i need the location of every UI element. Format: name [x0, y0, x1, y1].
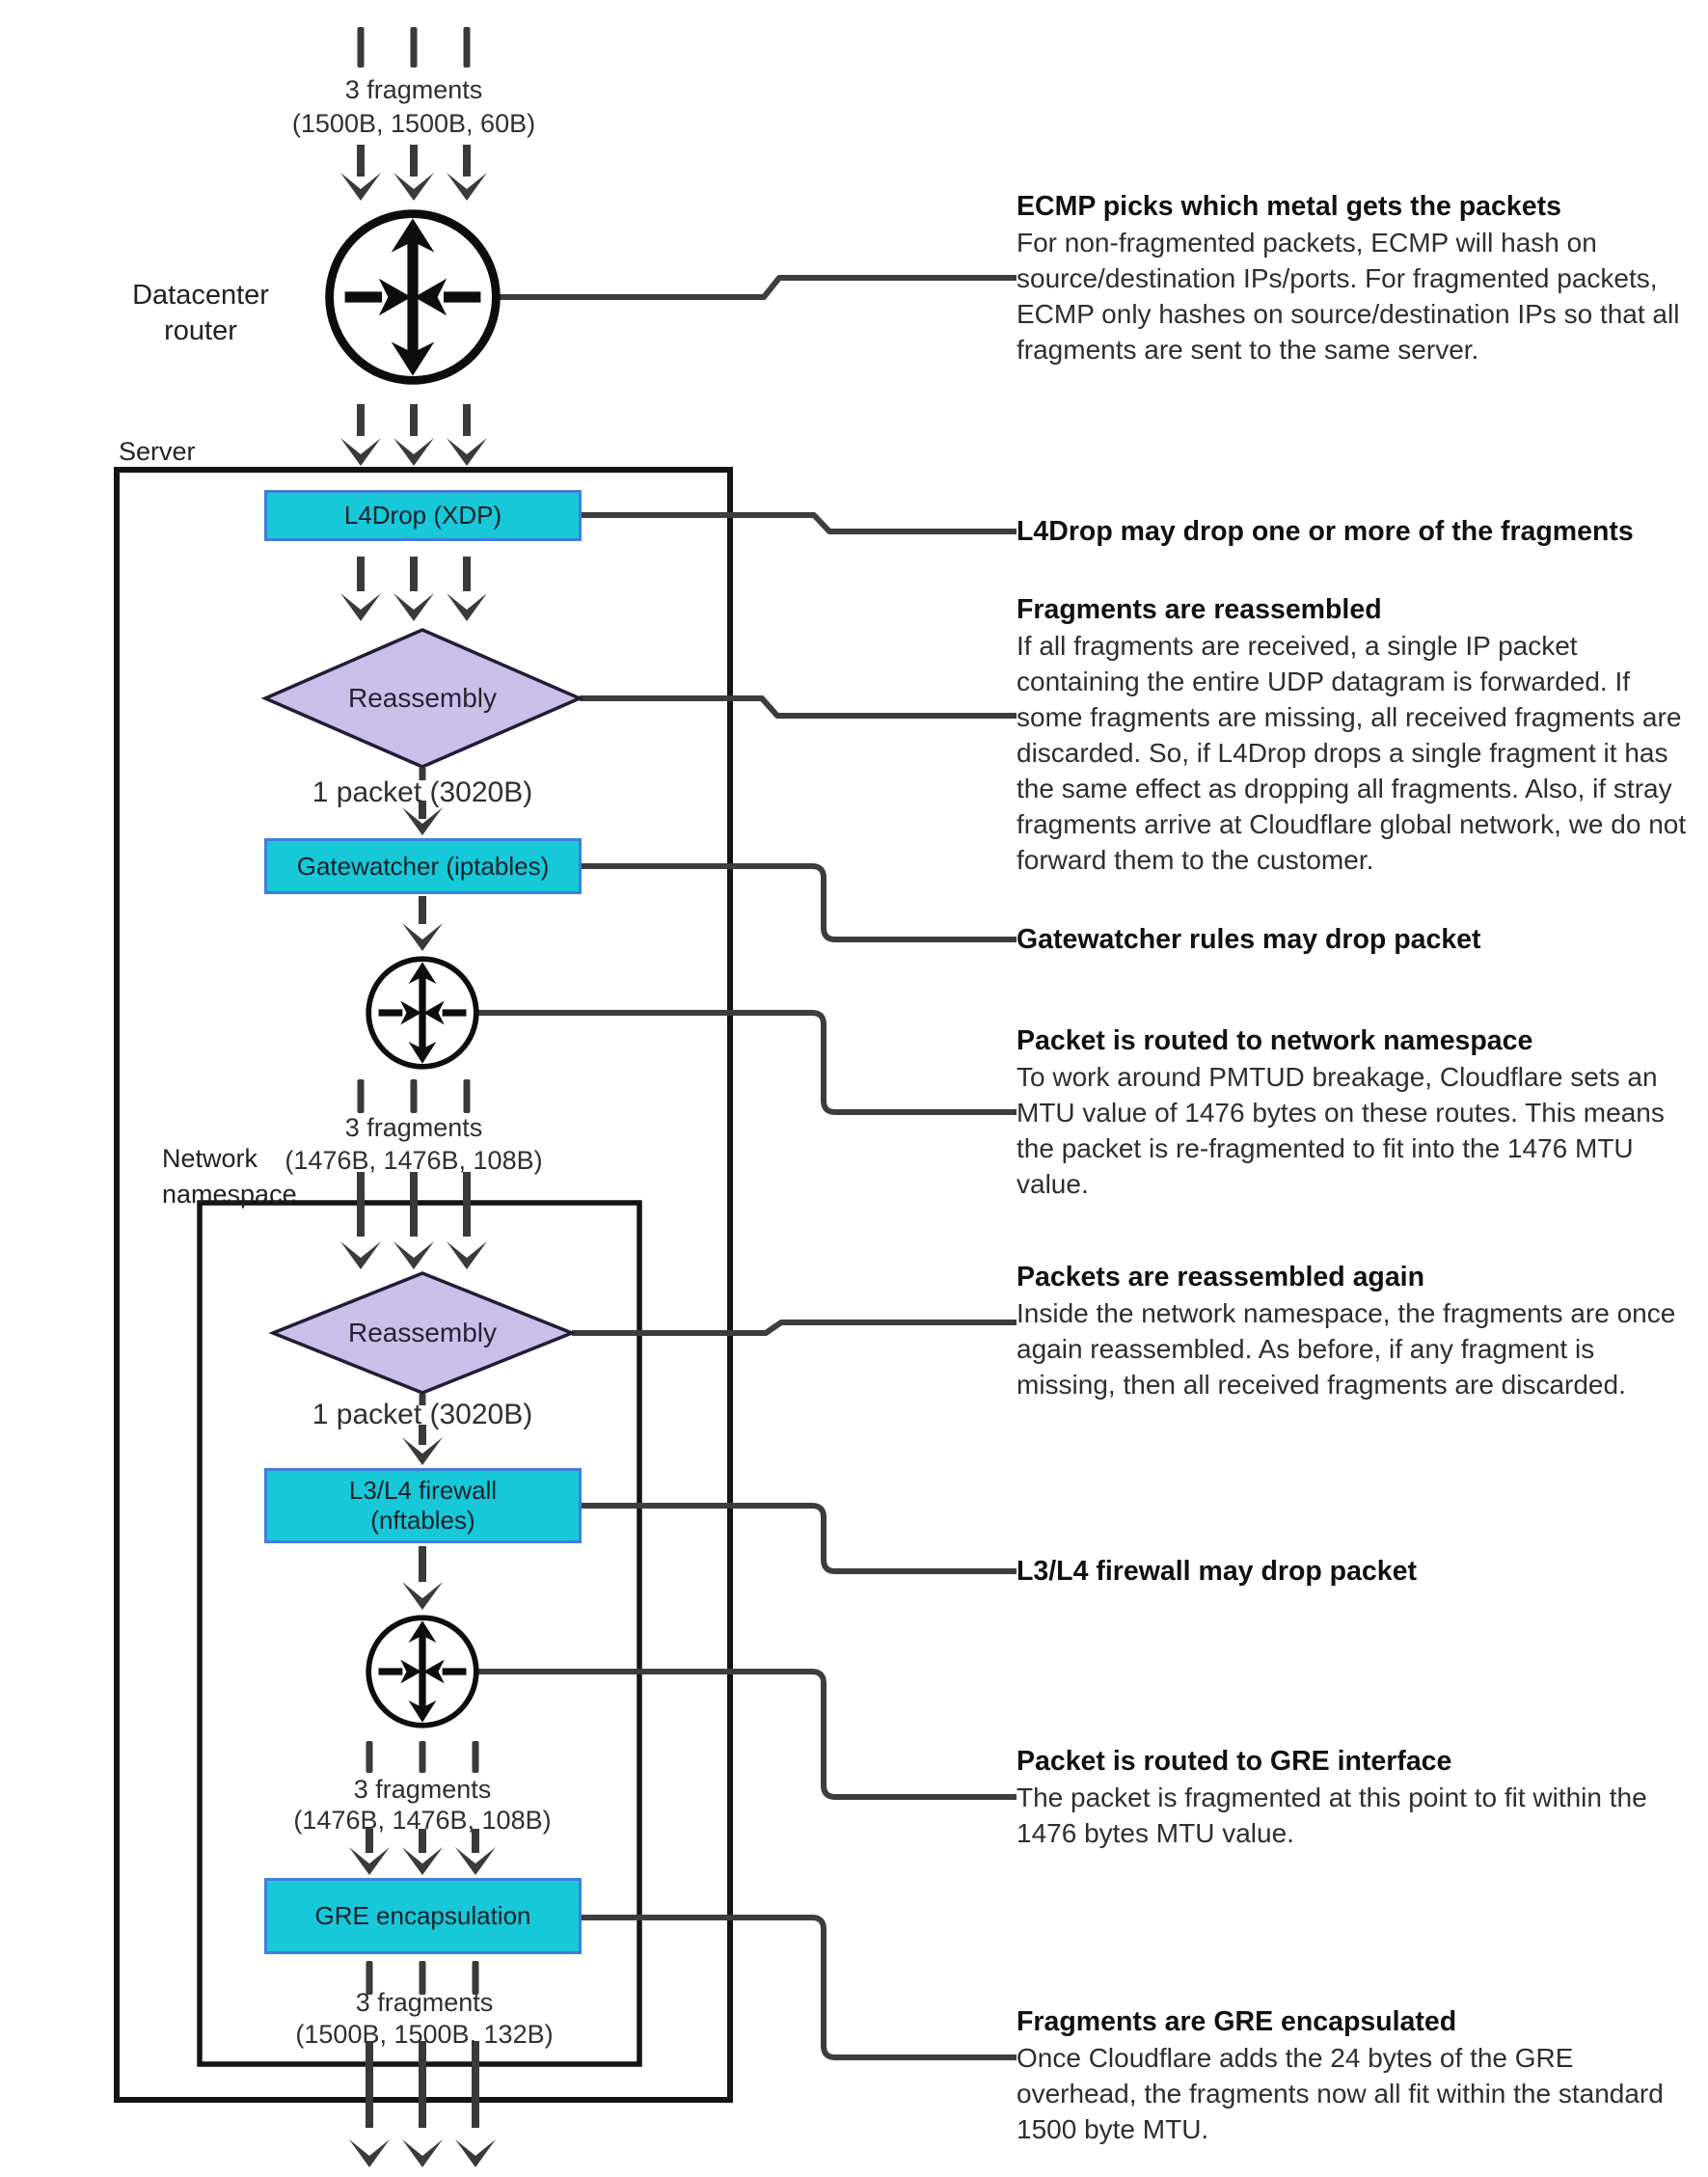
connector-firewall: [582, 1506, 1017, 1571]
arrow-into-router2: [402, 896, 443, 951]
fragments-mid2-sizes: (1476B, 1476B, 108B): [293, 1806, 552, 1835]
annotation-gatewatcher: [1017, 922, 1692, 958]
annotation-l4drop-heading: L4Drop may drop one or more of the fragments: [1017, 516, 1634, 547]
fragments-out-sizes: (1500B, 1500B, 132B): [295, 2020, 554, 2049]
fragments-mid1-label: 3 fragments: [344, 1113, 483, 1142]
arrow-into-router3: [402, 1546, 443, 1610]
arrows-into-router: [340, 145, 487, 201]
l3l4-firewall-label-line1: L3/L4 firewall: [348, 1476, 498, 1505]
annotation-ecmp: [1017, 189, 1692, 367]
gatewatcher-box: [264, 838, 582, 894]
gre-encapsulation-label: GRE encapsulation: [314, 1901, 531, 1930]
network-namespace-label-line2: namespace: [162, 1180, 297, 1209]
arrows-into-server: [340, 404, 487, 466]
fragment-dashes-after-router3: [366, 1741, 479, 1773]
connector-gatewatcher: [582, 866, 1017, 939]
datacenter-router-icon: [330, 214, 497, 381]
fragments-mid2-label: 3 fragments: [353, 1775, 492, 1804]
arrows-into-namespace: [340, 1172, 487, 1269]
server-box-label: Server: [119, 437, 196, 466]
connector-l4drop: [582, 515, 1017, 531]
network-namespace-label-line1: Network: [162, 1144, 258, 1173]
gre-encapsulation-box: [264, 1878, 582, 1954]
annotation-routed-namespace-heading: Packet is routed to network namespace: [1017, 1025, 1533, 1056]
datacenter-router-label: [114, 278, 287, 349]
annotation-connector-lines: [477, 278, 1017, 2057]
annotation-reassembled-heading: Fragments are reassembled: [1017, 594, 1382, 625]
datacenter-router-label-line2: router: [164, 315, 237, 346]
l4drop-box: [264, 490, 582, 541]
annotation-gre-encapsulated-heading: Fragments are GRE encapsulated: [1017, 2006, 1457, 2037]
annotation-ecmp-body: For non-fragmented packets, ECMP will hash on source/destination IPs/ports. For fragmented packets, ECMP only hashes on source/destination IPs so that all fragments are sent to the same server.: [1017, 228, 1680, 365]
annotation-gre-encapsulated: [1017, 2004, 1692, 2147]
annotation-reassembled-body: If all fragments are received, a single IP packet containing the entire UDP datagram is forwarded. If some fragments are missing, all received fragments are discarded. So, if L4Drop drops a single fragment it has the same effect as dropping all fragments. Also, if stray fragments arrive at Cloudflare global network, we do not forward them to the customer.: [1017, 631, 1687, 875]
connector-gre-encap: [582, 1918, 1017, 2057]
fragments-top-sizes: (1500B, 1500B, 60B): [291, 109, 536, 138]
gre-route-router-icon: [368, 1618, 476, 1726]
annotation-reassembled-again-heading: Packets are reassembled again: [1017, 1262, 1425, 1293]
annotation-gatewatcher-heading: Gatewatcher rules may drop packet: [1017, 924, 1481, 955]
annotation-gre-encapsulated-body: Once Cloudflare adds the 24 bytes of the GRE overhead, the fragments now all fit within the standard 1500 byte MTU.: [1017, 2043, 1664, 2144]
annotation-routed-namespace-body: To work around PMTUD breakage, Cloudflare sets an MTU value of 1476 bytes on these routes. This means the packet is re-fragmented to fit into the 1476 MTU value.: [1017, 1062, 1665, 1199]
annotation-reassembled: [1017, 592, 1692, 878]
connector-reassembly1: [580, 698, 1017, 716]
fragment-dashes-after-router2: [358, 1079, 471, 1113]
reassembly1-label: Reassembly: [347, 683, 498, 713]
datacenter-router-label-line1: Datacenter: [132, 280, 269, 311]
l3l4-firewall-label-line2: (nftables): [370, 1506, 475, 1535]
packet1-label: 1 packet (3020B): [312, 776, 533, 808]
reassembly2-label: Reassembly: [347, 1318, 498, 1347]
annotation-l4drop: [1017, 514, 1692, 550]
connector-route-namespace: [477, 1013, 1017, 1112]
fragments-top-label: 3 fragments: [344, 75, 483, 104]
arrows-out-of-server: [349, 2041, 496, 2167]
annotation-routed-namespace: [1017, 1023, 1692, 1202]
connector-ecmp: [498, 278, 1017, 297]
annotation-firewall-heading: L3/L4 firewall may drop packet: [1017, 1556, 1417, 1587]
annotation-routed-gre-body: The packet is fragmented at this point to fit within the 1476 bytes MTU value.: [1017, 1782, 1647, 1848]
annotation-reassembled-again: [1017, 1260, 1692, 1402]
fragment-dashes-top: [358, 27, 471, 68]
annotation-ecmp-heading: ECMP picks which metal gets the packets: [1017, 191, 1561, 222]
fragments-mid1-sizes: (1476B, 1476B, 108B): [285, 1146, 543, 1175]
fragments-out-label: 3 fragments: [355, 1988, 494, 2017]
annotation-routed-gre: [1017, 1744, 1692, 1851]
l4drop-box-label: L4Drop (XDP): [343, 501, 502, 530]
annotation-firewall: [1017, 1554, 1692, 1590]
annotation-routed-gre-heading: Packet is routed to GRE interface: [1017, 1746, 1452, 1777]
gatewatcher-box-label: Gatewatcher (iptables): [296, 851, 550, 881]
network-namespace-label: [162, 1141, 297, 1212]
namespace-route-router-icon: [368, 959, 476, 1067]
connector-gre-route: [477, 1672, 1017, 1797]
l3l4-firewall-box: [264, 1468, 582, 1543]
annotation-reassembled-again-body: Inside the network namespace, the fragments are once again reassembled. As before, if any fragment is missing, then all received fragments are discarded.: [1017, 1298, 1676, 1400]
arrows-into-reassembly1: [340, 557, 487, 621]
packet2-label: 1 packet (3020B): [312, 1399, 533, 1430]
